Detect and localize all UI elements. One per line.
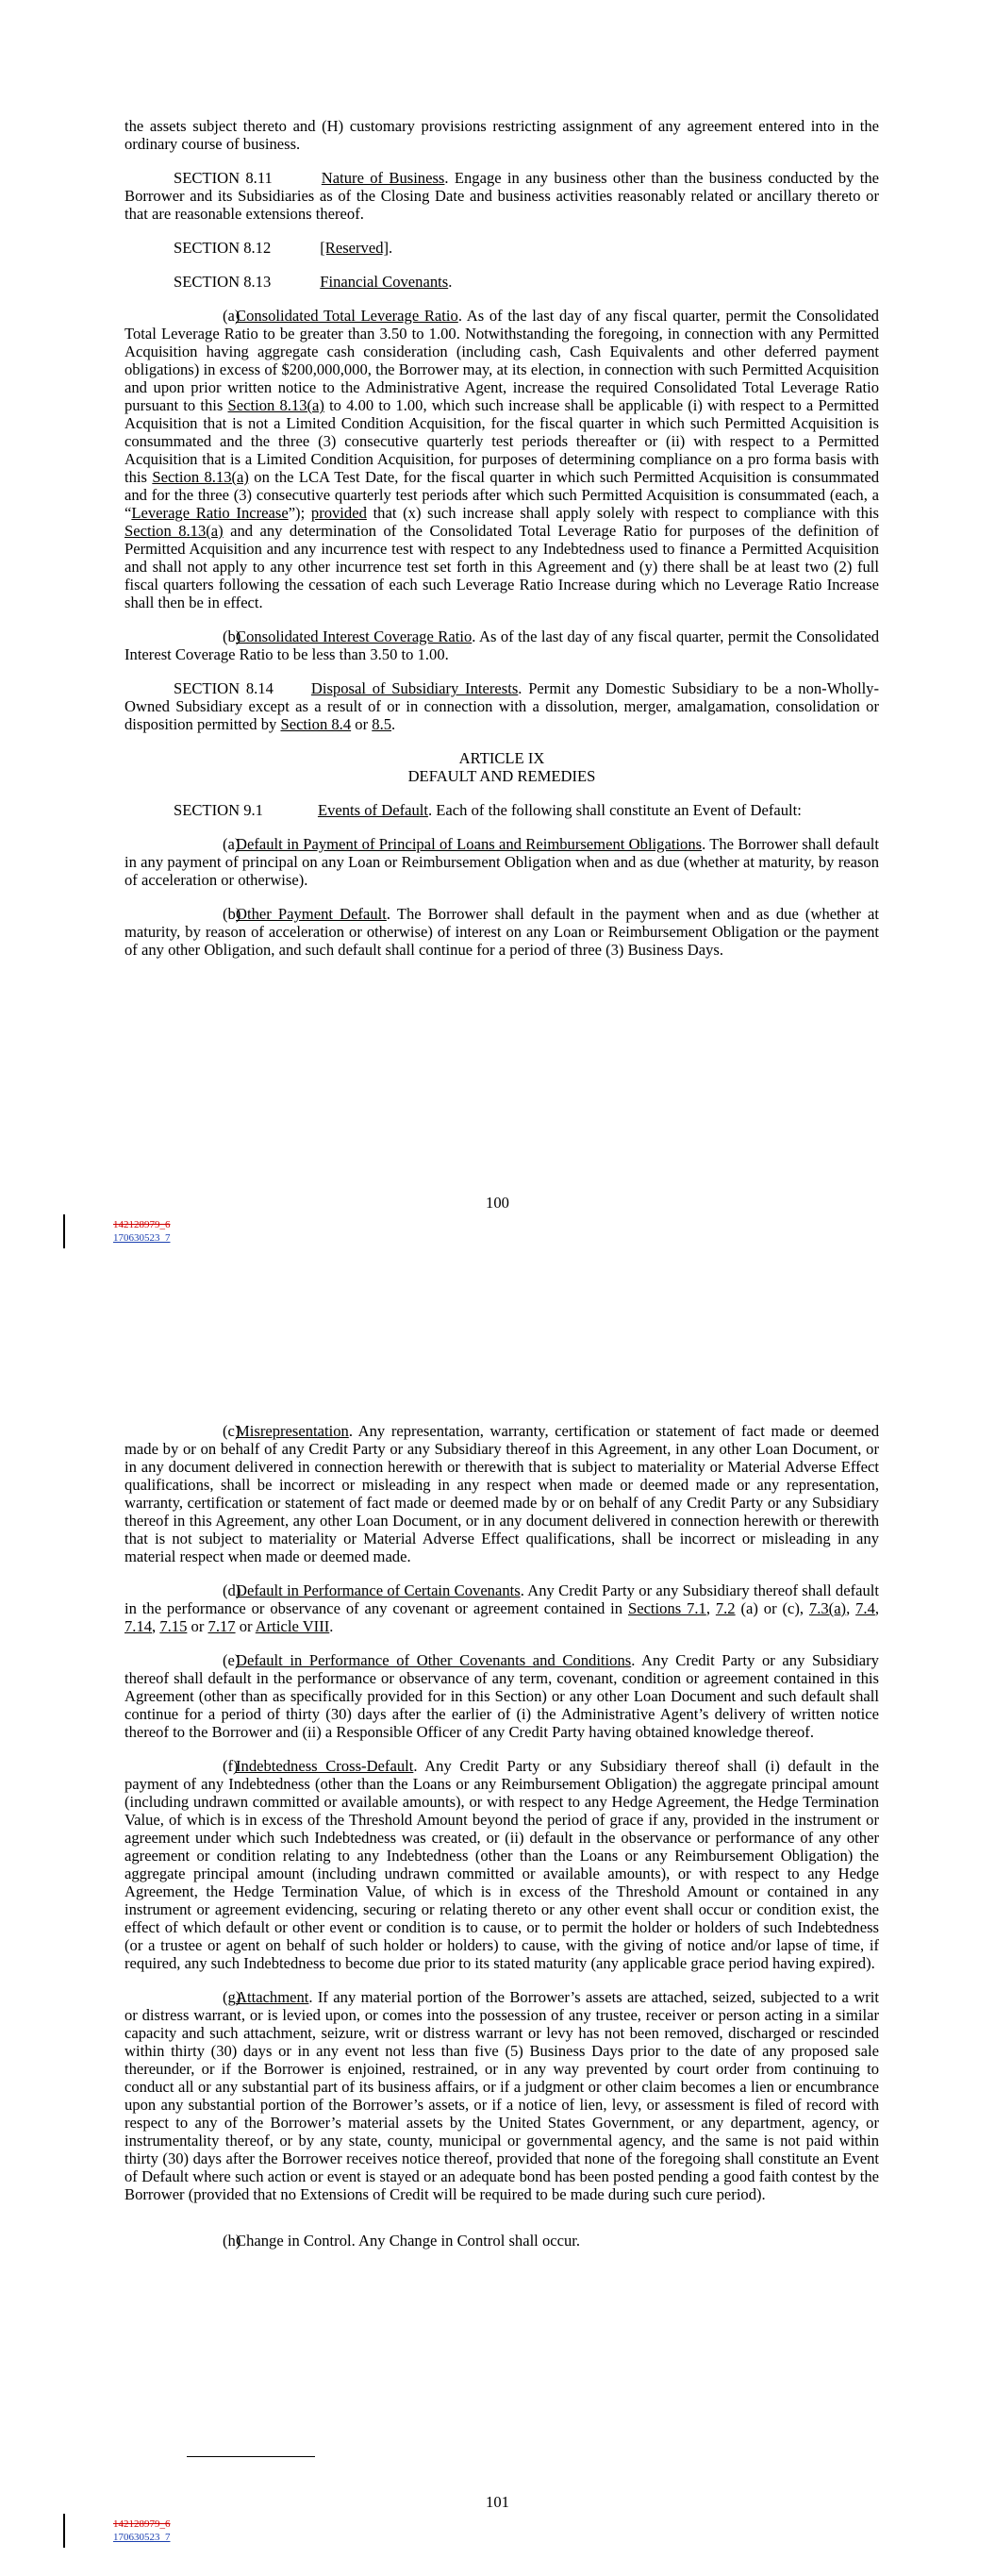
clause-8-13-a: (a)Consolidated Total Leverage Ratio. As of the last day of any fiscal quarter, permit the Consolidated Total Leverage Ratio to be greater than 3.50 to 1.00. Notwithstanding the foregoing, in connection with any Permitted Acquisition having aggregate cash consideration (including cash, Cash Equivalents and other deferred payment obligations) in excess of $200,000,000, the Borrower may, at its election, in connection with such Permitted Acquisition and upon prior written notice to the Administrative Agent, increase the required Consolidated Total Leverage Ratio pursuant to this Section 8.13(a) to 4.00 to 1.00, which such increase shall be applicable (i) with respect to a Permitted Acquisition that is not a Limited Condition Acquisition, for the fiscal quarter in which such Permitted Acquisition is consummated and the three (3) consecutive quarterly test periods thereafter or (ii) with respect to a Permitted Acquisition that is a Limited Condition Acquisition, for purposes of determining compliance on a pro forma basis with this Section 8.13(a) on the LCA Test Date, for the fiscal quarter in which such Permitted Acquisition is consummated and for the three (3) consecutive quarterly test periods after which such Permitted Acquisition is consummated (each, a “Leverage Ratio Increase”); provided that (x) such increase shall apply solely with respect to compliance with this Section 8.13(a) and any determination of the Consolidated Total Leverage Ratio for purposes of the definition of Permitted Acquisition and any incurrence test with respect to any Indebtedness used to finance a Permitted Acquisition and shall not apply to any other incurrence test set forth in this Agreement and (y) there shall be at least two (2) full fiscal quarters following the cessation of each such Leverage Ratio Increase during which no Leverage Ratio Increase shall then be in effect. — [124, 307, 880, 611]
section-title: Nature of Business — [321, 169, 445, 187]
clause-title: Consolidated Total Leverage Ratio — [236, 307, 458, 325]
cross-reference[interactable]: 7.4 — [855, 1599, 875, 1617]
page-100 — [0, 0, 995, 1264]
clause-title: Indebtedness Cross-Default — [236, 1757, 414, 1775]
cross-reference[interactable]: Section 8.4 — [280, 715, 352, 733]
section-8-13: SECTION 8.13 Financial Covenants. — [174, 273, 453, 291]
page-number: 101 — [486, 2493, 509, 2511]
footer-new-docid: 170630523_7 — [113, 1232, 171, 1244]
event-of-default-a: (a)Default in Payment of Principal of Loans and Reimbursement Obligations. The Borrower shall default in any payment of principal on any Loan or Reimbursement Obligation when and as due (whether at maturity, by reason of acceleration or otherwise). — [124, 835, 879, 889]
footer-old-docid: 142128979_6 — [113, 1219, 171, 1230]
section-title: Events of Default — [317, 801, 428, 819]
document-footer — [113, 2517, 171, 2544]
clause-8-13-b: (b)Consolidated Interest Coverage Ratio. As of the last day of any fiscal quarter, permit the Consolidated Interest Coverage Ratio to be less than 3.50 to 1.00. — [124, 627, 879, 663]
event-of-default-g: (g)Attachment. If any material portion of the Borrower’s assets are attached, seized, subjected to a writ or distress warrant, or is levied upon, or comes into the possession of any trustee, receiver or person acting in a similar capacity and such attachment, seizure, writ or distress warrant or levy has not been removed, discharged or rescinded within thirty (30) days or in any event not less than five (5) Business Days prior to the date of any proposed sale thereunder, or if the Borrower is enjoined, restrained, or in any way prevented by court order from continuing to conduct all or any substantial part of its business affairs, or if a judgment or other claim becomes a lien or encumbrance upon any substantial portion of the Borrower’s assets, or if a notice of lien, levy, or assessment is filed of record with respect to any of the Borrower’s material assets by the United States Government, or any department, agency, or instrumentality thereof, or by any state, county, municipal or governmental agency, and the same is not paid within thirty (30) days after the Borrower receives notice thereof, provided that none of the foregoing shall constitute an Event of Default where such action or event is stayed or an adequate bond has been posted pending a good faith contest by the Borrower (provided that no Extensions of Credit will be required to be made during such cure period). — [124, 1988, 879, 2203]
cross-reference[interactable]: 7.17 — [207, 1617, 236, 1635]
section-title: Disposal of Subsidiary Interests — [310, 679, 519, 697]
change-bar — [63, 2514, 65, 2548]
clause-title: Default in Performance of Other Covenants and Conditions — [236, 1651, 632, 1669]
section-title: [Reserved] — [320, 239, 390, 257]
event-of-default-f: (f)Indebtedness Cross-Default. Any Credit Party or any Subsidiary thereof shall (i) default in the payment of any Indebtedness (other than the Loans or any Reimbursement Obligation) the aggregate principal amount (including undrawn committed or available amounts), or with respect to any Hedge Agreement, the Hedge Termination Value, of which is in excess of the Threshold Amount beyond the period of grace if any, provided in the instrument or agreement under which such Indebtedness was created, or (ii) default in the observance or performance of any other agreement or condition relating to any Indebtedness (other than the Loans or any Reimbursement Obligation) the aggregate principal amount (including undrawn committed or available amounts), or with respect to any Hedge Agreement, the Hedge Termination Value, of which is in excess of the Threshold Amount or contained in any instrument or agreement evidencing, securing or relating thereto or any other event shall occur or condition exist, the effect of which default or other event or condition is to cause, or to permit the holder or holders of such Indebtedness (or a trustee or agent on behalf of such holder or holders) to cause, with the giving of notice and/or lapse of time, if required, any such Indebtedness to become due prior to its stated maturity (any applicable grace period having expired). — [124, 1757, 879, 1972]
footer-new-docid: 170630523_7 — [113, 2532, 171, 2543]
event-of-default-d: (d)Default in Performance of Certain Covenants. Any Credit Party or any Subsidiary thereof shall default in the performance or observance of any covenant or agreement contained in Sections 7.1, 7.2 (a) or (c), 7.3(a), 7.4, 7.14, 7.15 or 7.17 or Article VIII. — [124, 1581, 880, 1635]
event-of-default-c: (c)Misrepresentation. Any representation, warranty, certification or statement of fact made or deemed made by or on behalf of any Credit Party or any Subsidiary thereof in this Agreement, in any other Loan Document, or in any document delivered in connection herewith or therewith that is subject to materiality or Material Adverse Effect qualifications, shall be incorrect or misleading in any respect when made or deemed made or any representation, warranty, certification or statement of fact made or deemed made by or on behalf of any Credit Party or any Subsidiary thereof in this Agreement, any other Loan Document, or in any document delivered in connection herewith or therewith that is not subject to materiality or Material Adverse Effect qualifications, shall be incorrect or misleading in any material respect when made or deemed made. — [124, 1422, 879, 1565]
event-of-default-e: (e)Default in Performance of Other Covenants and Conditions. Any Credit Party or any Subsidiary thereof shall default in the performance or observance of any term, covenant, condition or agreement contained in this Agreement (other than as specifically provided for in this Section) or any other Loan Document and such default shall continue for a period of thirty (30) days after the earlier of (i) the Administrative Agent’s delivery of written notice thereof to the Borrower and (ii) a Responsible Officer of any Credit Party having obtained knowledge thereof. — [124, 1651, 879, 1741]
cross-reference[interactable]: 7.3(a) — [808, 1599, 847, 1617]
cross-reference[interactable]: 7.15 — [159, 1617, 188, 1635]
cross-reference[interactable]: 7.14 — [124, 1617, 153, 1635]
cross-reference[interactable]: 7.2 — [715, 1599, 736, 1617]
clause-title: Consolidated Interest Coverage Ratio — [236, 627, 473, 645]
defined-term: Leverage Ratio Increase — [131, 504, 289, 522]
section-8-11: SECTION 8.11 Nature of Business. Engage in any business other than the business conducted by the Borrower and its Subsidiaries as of the Closing Date and business activities reasonably related or ancillary thereto or that are reasonable extensions thereof. — [124, 169, 879, 223]
clause-title: Misrepresentation — [236, 1422, 349, 1440]
event-of-default-h: (h)Change in Control. Any Change in Control shall occur. — [223, 2232, 581, 2250]
article-heading: ARTICLE IX — [458, 749, 545, 767]
change-bar — [63, 1214, 65, 1248]
cross-reference[interactable]: Section 8.13(a) — [152, 468, 249, 486]
cross-reference[interactable]: Sections 7.1 — [627, 1599, 706, 1617]
clause-title: Default in Performance of Certain Covenants — [236, 1581, 521, 1599]
cross-reference[interactable]: Article VIII — [255, 1617, 330, 1635]
page-101-body — [124, 1422, 879, 2250]
clause-title: Other Payment Default — [236, 905, 387, 923]
page-number: 100 — [486, 1194, 509, 1212]
article-subheading: DEFAULT AND REMEDIES — [407, 767, 596, 785]
defined-term: provided — [310, 504, 367, 522]
section-8-14: SECTION 8.14 Disposal of Subsidiary Interests. Permit any Domestic Subsidiary to be a non-Wholly-Owned Subsidiary except as a result of or in connection with a dissolution, merger, amalgamation, consolidation or disposition permitted by Section 8.4 or 8.5. — [124, 679, 880, 733]
footnote-separator — [187, 2456, 315, 2457]
document-footer — [113, 1218, 171, 1245]
clause-title: Default in Payment of Principal of Loans and Reimbursement Obligations — [236, 835, 703, 853]
page-101 — [0, 1382, 995, 2576]
event-of-default-b: (b)Other Payment Default. The Borrower shall default in the payment when and as due (whether at maturity, by reason of acceleration or otherwise) of interest on any Loan or Reimbursement Obligation or the payment of any other Obligation, and such default shall continue for a period of three (3) Business Days. — [124, 905, 879, 959]
cross-reference[interactable]: Section 8.13(a) — [124, 522, 224, 540]
cross-reference[interactable]: 8.5 — [372, 715, 392, 733]
section-8-12: SECTION 8.12 [Reserved]. — [174, 239, 393, 257]
footer-old-docid: 142128979_6 — [113, 2518, 171, 2530]
section-title: Financial Covenants — [320, 273, 449, 291]
clause-title: Attachment — [236, 1988, 309, 2006]
carry-over-paragraph: the assets subject thereto and (H) customary provisions restricting assignment of any agreement entered into in the ordinary course of business. — [124, 117, 879, 153]
section-9-1: SECTION 9.1 Events of Default. Each of the following shall constitute an Event of Default: — [174, 801, 802, 819]
section-number: SECTION 8.11 — [174, 169, 273, 187]
page-100-body — [124, 117, 879, 959]
cross-reference[interactable]: Section 8.13(a) — [227, 396, 324, 414]
